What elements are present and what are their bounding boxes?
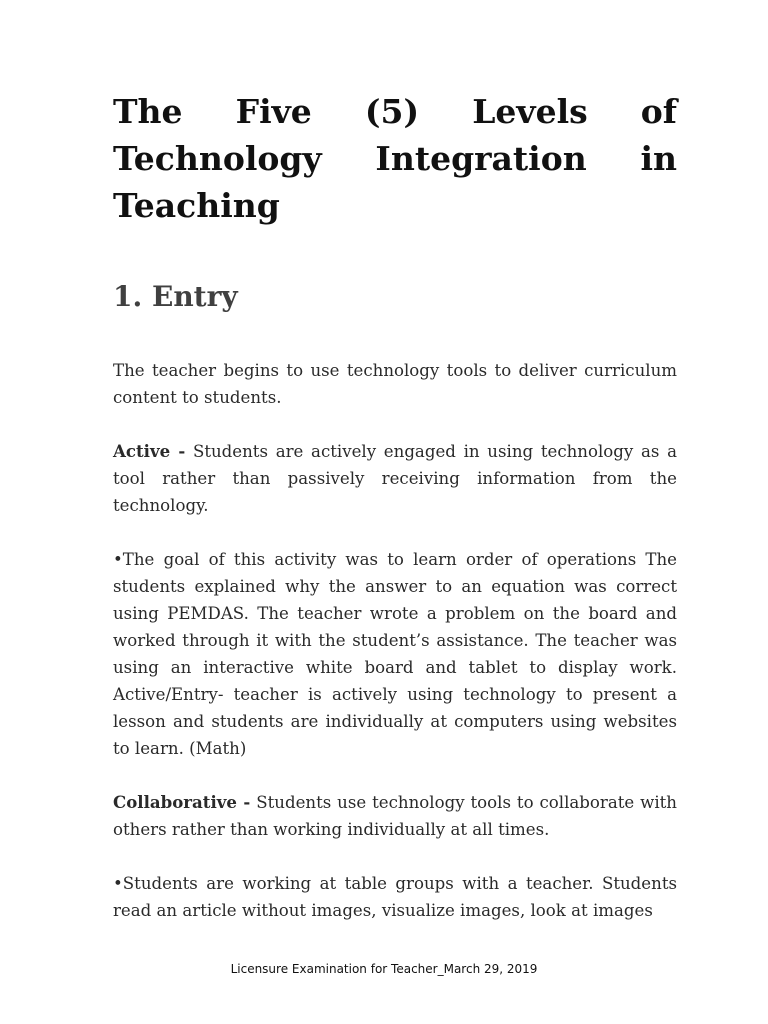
active-term: Active - (113, 441, 186, 461)
active-definition: Students are actively engaged in using technology as a tool rather than passively receiving information from the technology. (113, 442, 677, 515)
document-page (113, 88, 677, 924)
collaborative-example-paragraph: •Students are working at table groups with a teacher. Students read an article without images, visualize images, look at images (113, 874, 677, 920)
section-heading-entry: 1. Entry (113, 280, 238, 313)
entry-intro-paragraph: The teacher begins to use technology tools to deliver curriculum content to students. (113, 361, 677, 407)
collaborative-definition-paragraph (113, 789, 677, 843)
document-title: The Five (5) Levels of Technology Integration in Teaching (113, 92, 677, 225)
page-footer: Licensure Examination for Teacher_March 29, 2019 (230, 962, 538, 976)
active-example-paragraph: •The goal of this activity was to learn order of operations The students explained why the answer to an equation was correct using PEMDAS. The teacher wrote a problem on the board and worked through it with the student’s assistance. The teacher was using an interactive white board and tablet to display work. Active/Entry- teacher is actively using technology to present a lesson and students are individually at computers using websites to learn. (Math) (113, 550, 677, 758)
collaborative-term: Collaborative - (113, 792, 251, 812)
collaborative-definition: Students use technology tools to collaborate with others rather than working individually at all times. (113, 793, 677, 839)
active-definition-paragraph (113, 438, 677, 519)
